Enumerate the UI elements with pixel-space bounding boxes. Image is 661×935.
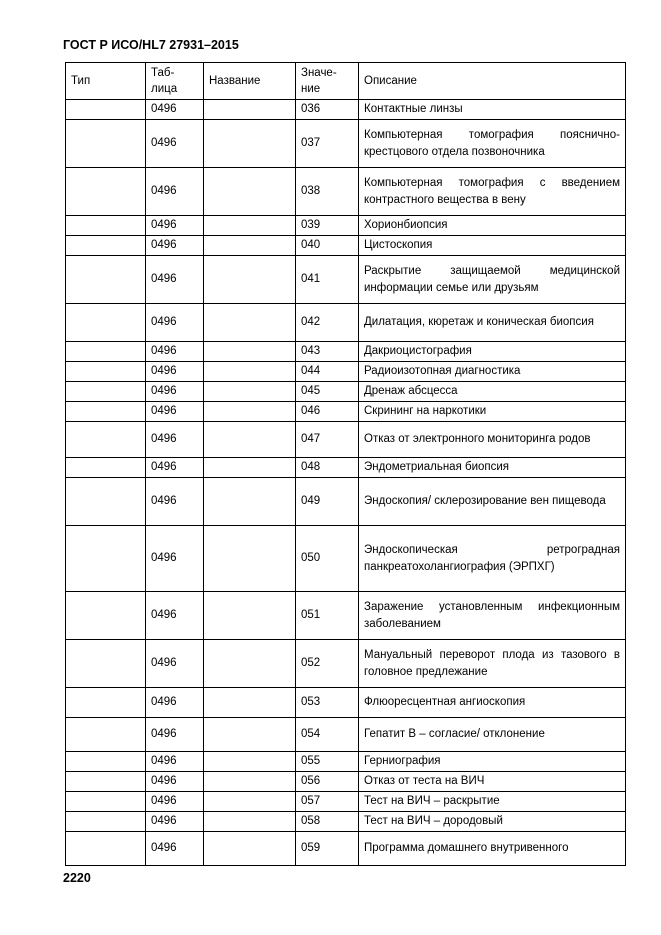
cell-table: 0496 xyxy=(146,256,204,304)
cell-value: 052 xyxy=(296,640,359,688)
table-row xyxy=(66,256,626,304)
cell-value: 045 xyxy=(296,382,359,402)
table-row xyxy=(66,478,626,526)
cell-type xyxy=(66,402,146,422)
cell-description: Радиоизотопная диагностика xyxy=(359,362,626,382)
cell-description: Отказ от электронного мониторинга родов xyxy=(359,422,626,458)
table-header-row xyxy=(66,63,626,100)
cell-value: 055 xyxy=(296,752,359,772)
cell-name xyxy=(204,256,296,304)
cell-name xyxy=(204,362,296,382)
cell-description: Герниография xyxy=(359,752,626,772)
cell-value: 058 xyxy=(296,812,359,832)
cell-description: Контактные линзы xyxy=(359,100,626,120)
cell-type xyxy=(66,216,146,236)
cell-description: Мануальный переворот плода из тазового в головное предлежание xyxy=(359,640,626,688)
table-row xyxy=(66,216,626,236)
cell-description: Раскрытие защищаемой медицинской информации семье или друзьям xyxy=(359,256,626,304)
table-row xyxy=(66,304,626,342)
cell-table: 0496 xyxy=(146,832,204,866)
page-number: 2220 xyxy=(63,871,91,885)
table-row xyxy=(66,792,626,812)
cell-table: 0496 xyxy=(146,342,204,362)
cell-value: 054 xyxy=(296,718,359,752)
cell-table: 0496 xyxy=(146,592,204,640)
cell-type xyxy=(66,304,146,342)
table-row xyxy=(66,402,626,422)
cell-name xyxy=(204,402,296,422)
cell-value: 043 xyxy=(296,342,359,362)
cell-name xyxy=(204,342,296,362)
cell-value: 038 xyxy=(296,168,359,216)
cell-value: 051 xyxy=(296,592,359,640)
column-header-name: Название xyxy=(204,63,296,100)
cell-table: 0496 xyxy=(146,304,204,342)
cell-name xyxy=(204,422,296,458)
cell-table: 0496 xyxy=(146,640,204,688)
cell-type xyxy=(66,256,146,304)
cell-type xyxy=(66,120,146,168)
cell-type xyxy=(66,458,146,478)
cell-value: 036 xyxy=(296,100,359,120)
table-row xyxy=(66,168,626,216)
cell-value: 059 xyxy=(296,832,359,866)
cell-name xyxy=(204,592,296,640)
cell-name xyxy=(204,832,296,866)
cell-description: Эндометриальная биопсия xyxy=(359,458,626,478)
cell-table: 0496 xyxy=(146,402,204,422)
cell-name xyxy=(204,120,296,168)
cell-description: Программа домашнего внутривенного xyxy=(359,832,626,866)
column-header-type: Тип xyxy=(66,63,146,100)
cell-value: 039 xyxy=(296,216,359,236)
table-row xyxy=(66,458,626,478)
cell-name xyxy=(204,812,296,832)
cell-value: 040 xyxy=(296,236,359,256)
column-header-value: Значе- ние xyxy=(296,63,359,100)
column-header-table: Таб- лица xyxy=(146,63,204,100)
cell-name xyxy=(204,478,296,526)
cell-value: 047 xyxy=(296,422,359,458)
cell-value: 046 xyxy=(296,402,359,422)
cell-type xyxy=(66,592,146,640)
cell-table: 0496 xyxy=(146,526,204,592)
cell-type xyxy=(66,718,146,752)
cell-name xyxy=(204,792,296,812)
cell-description: Цистоскопия xyxy=(359,236,626,256)
cell-type xyxy=(66,752,146,772)
cell-table: 0496 xyxy=(146,772,204,792)
table-row xyxy=(66,752,626,772)
table-row xyxy=(66,772,626,792)
cell-type xyxy=(66,342,146,362)
cell-description: Компьютерная томография пояснично-крестцового отдела позвоночника xyxy=(359,120,626,168)
cell-type xyxy=(66,478,146,526)
cell-name xyxy=(204,688,296,718)
cell-table: 0496 xyxy=(146,120,204,168)
cell-name xyxy=(204,718,296,752)
cell-value: 057 xyxy=(296,792,359,812)
cell-description: Эндоскопия/ склерозирование вен пищевода xyxy=(359,478,626,526)
column-header-description: Описание xyxy=(359,63,626,100)
table-row xyxy=(66,688,626,718)
table-row xyxy=(66,362,626,382)
cell-description: Компьютерная томография с введением контрастного вещества в вену xyxy=(359,168,626,216)
cell-name xyxy=(204,304,296,342)
cell-description: Заражение установленным инфекционным заболеванием xyxy=(359,592,626,640)
cell-name xyxy=(204,458,296,478)
cell-description: Эндоскопическая ретроградная панкреатохолангиография (ЭРПХГ) xyxy=(359,526,626,592)
cell-table: 0496 xyxy=(146,216,204,236)
cell-name xyxy=(204,640,296,688)
cell-table: 0496 xyxy=(146,458,204,478)
table-row xyxy=(66,592,626,640)
cell-table: 0496 xyxy=(146,236,204,256)
cell-type xyxy=(66,526,146,592)
cell-type xyxy=(66,236,146,256)
cell-table: 0496 xyxy=(146,752,204,772)
cell-table: 0496 xyxy=(146,422,204,458)
table-row xyxy=(66,640,626,688)
cell-description: Отказ от теста на ВИЧ xyxy=(359,772,626,792)
table-row xyxy=(66,812,626,832)
cell-name xyxy=(204,526,296,592)
cell-value: 049 xyxy=(296,478,359,526)
cell-type xyxy=(66,100,146,120)
table-row xyxy=(66,120,626,168)
cell-description: Тест на ВИЧ – дородовый xyxy=(359,812,626,832)
table-row xyxy=(66,382,626,402)
cell-table: 0496 xyxy=(146,382,204,402)
cell-table: 0496 xyxy=(146,362,204,382)
cell-type xyxy=(66,382,146,402)
cell-description: Дакриоцистография xyxy=(359,342,626,362)
cell-type xyxy=(66,168,146,216)
cell-type xyxy=(66,832,146,866)
cell-value: 044 xyxy=(296,362,359,382)
cell-name xyxy=(204,772,296,792)
cell-type xyxy=(66,640,146,688)
table-row xyxy=(66,236,626,256)
table-row xyxy=(66,100,626,120)
cell-table: 0496 xyxy=(146,812,204,832)
document-header: ГОСТ Р ИСО/HL7 27931–2015 xyxy=(63,38,239,52)
cell-value: 042 xyxy=(296,304,359,342)
cell-name xyxy=(204,236,296,256)
cell-description: Тест на ВИЧ – раскрытие xyxy=(359,792,626,812)
table-row xyxy=(66,422,626,458)
cell-type xyxy=(66,772,146,792)
cell-type xyxy=(66,792,146,812)
table-row xyxy=(66,718,626,752)
cell-type xyxy=(66,688,146,718)
cell-description: Скрининг на наркотики xyxy=(359,402,626,422)
cell-table: 0496 xyxy=(146,792,204,812)
cell-table: 0496 xyxy=(146,478,204,526)
cell-table: 0496 xyxy=(146,688,204,718)
cell-name xyxy=(204,168,296,216)
cell-name xyxy=(204,382,296,402)
cell-value: 037 xyxy=(296,120,359,168)
table-row xyxy=(66,342,626,362)
cell-table: 0496 xyxy=(146,100,204,120)
cell-value: 053 xyxy=(296,688,359,718)
data-table xyxy=(65,62,626,866)
table-row xyxy=(66,832,626,866)
cell-type xyxy=(66,812,146,832)
cell-value: 056 xyxy=(296,772,359,792)
cell-value: 041 xyxy=(296,256,359,304)
cell-table: 0496 xyxy=(146,718,204,752)
cell-type xyxy=(66,422,146,458)
cell-table: 0496 xyxy=(146,168,204,216)
cell-name xyxy=(204,216,296,236)
cell-description: Флюоресцентная ангиоскопия xyxy=(359,688,626,718)
cell-description: Гепатит В – согласие/ отклонение xyxy=(359,718,626,752)
cell-value: 050 xyxy=(296,526,359,592)
table-row xyxy=(66,526,626,592)
cell-name xyxy=(204,752,296,772)
cell-type xyxy=(66,362,146,382)
cell-description: Дилатация, кюретаж и коническая биопсия xyxy=(359,304,626,342)
cell-description: Хорионбиопсия xyxy=(359,216,626,236)
cell-value: 048 xyxy=(296,458,359,478)
cell-description: Дренаж абсцесса xyxy=(359,382,626,402)
cell-name xyxy=(204,100,296,120)
